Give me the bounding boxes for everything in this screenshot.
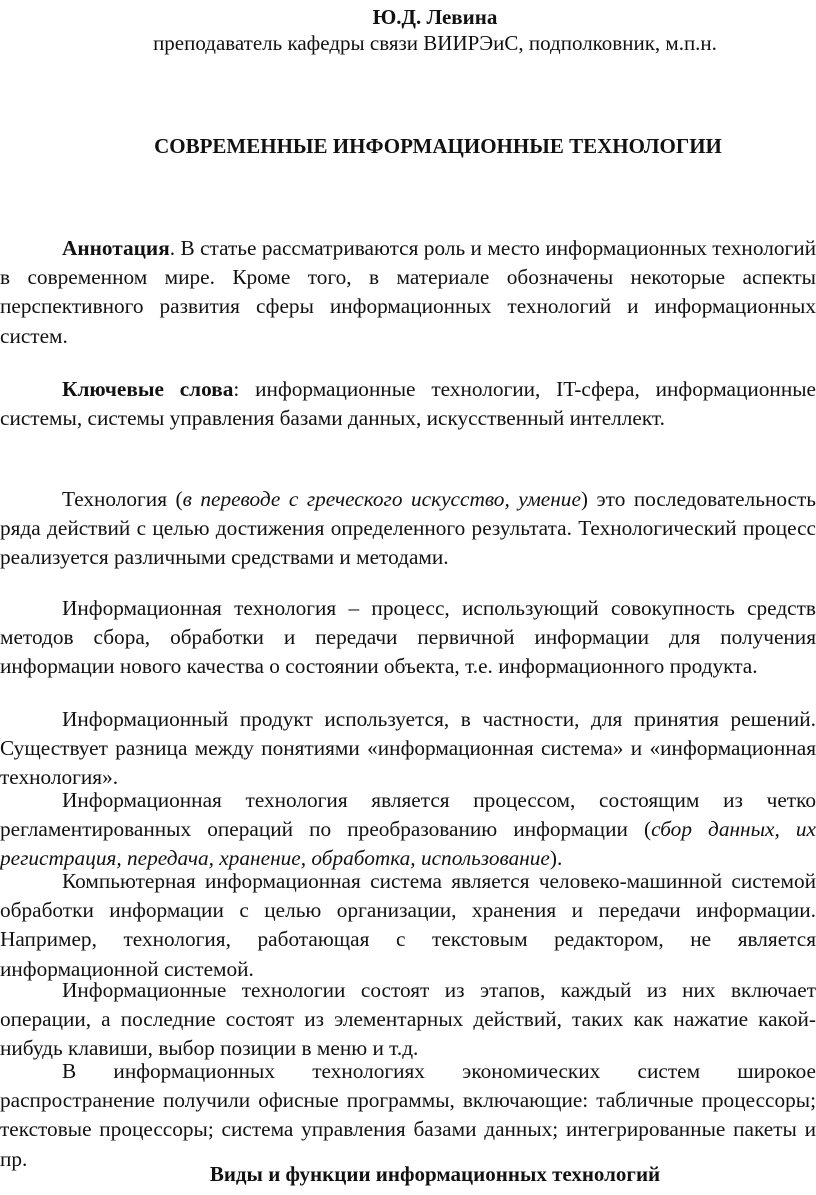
paragraph-technology-definition [0,485,816,573]
paragraph-computer-system: Компьютерная информационная система является человеко-машинной системой обработки информации с целью организации, хранения и передачи информации. Например, технология, работающая с текстовым редактором, не является информационной системой. [0,869,816,981]
paragraph-it-stages: Информационные технологии состоят из этапов, каждый из них включает операции, а последние состоят из элементарных действий, таких как нажатие какой-нибудь клавиши, выбор позиции в меню и т.д. [0,978,816,1061]
paragraph-information-product: Информационный продукт используется, в частности, для принятия решений. Существует разница между понятиями «информационная система» и «информационная технология». [0,707,816,790]
author-name: Ю.Д. Левина [372,5,498,29]
abstract-label: Аннотация [62,236,170,260]
p4-text-start: Информационная технология является процессом, состоящим из четко регламентированных операций по преобразованию информации ( [0,788,816,842]
section-subheading: Виды и функции информационных технологий [209,1162,661,1186]
keywords-label: Ключевые слова [62,377,234,401]
p4-text-end: ). [549,846,563,871]
keywords-paragraph [0,375,816,433]
article-title: СОВРЕМЕННЫЕ ИНФОРМАЦИОННЫЕ ТЕХНОЛОГИИ [154,134,722,158]
author-position: преподаватель кафедры связи ВИИРЭиС, подполковник, м.п.н. [153,31,717,55]
p1-text-start: Технология ( [62,487,183,511]
p4-italic-text: сбор данных, их регистрация, передача, хранение, обработка, использование [0,817,816,871]
p1-text-end: ) это последовательность ряда действий с целью достижения определенного результата. Технологический процесс реализуется различными средствами и методами. [0,487,816,570]
paragraph-information-technology: Информационная технология – процесс, использующий совокупность средств методов сбора, обработки и передачи первичной информации для получения информации нового качества о состоянии объекта, т.е. информационного продукта. [0,596,816,679]
abstract-text: . В статье рассматриваются роль и место информационных технологий в современном мире. Кроме того, в материале обозначены некоторые аспекты перспективного развития сферы информационных технологий и информационных систем. [0,236,816,348]
paragraph-it-process [0,786,816,874]
p1-italic-text: в переводе с греческого искусство, умение [182,487,581,511]
paragraph-office-programs: В информационных технологиях экономических систем широкое распространение получили офисные программы, включающие: табличные процессоры; текстовые процессоры; система управления базами данных; интегрированные пакеты и пр. [0,1059,816,1171]
abstract-paragraph [0,234,816,351]
keywords-text: : информационные технологии, IT-сфера, информационные системы, системы управления базами данных, искусственный интеллект. [0,377,816,431]
